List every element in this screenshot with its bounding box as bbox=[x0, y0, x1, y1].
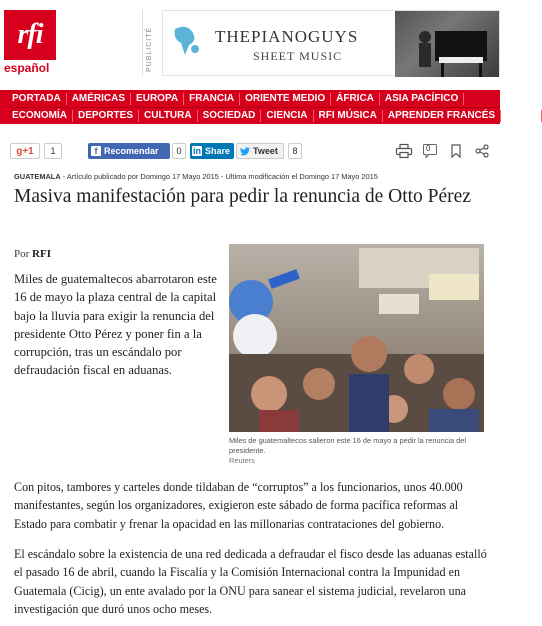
article-modified-date: Ultima modificación el Domingo 17 Mayo 2015 bbox=[225, 172, 378, 181]
comments-button[interactable] bbox=[422, 143, 438, 159]
ad-separator bbox=[142, 10, 143, 76]
ad-label: PUBLICITÉ bbox=[146, 26, 153, 72]
article-paragraph: Con pitos, tambores y carteles donde tildaban de “corruptos” a los funcionarios, unos 40.000 manifestantes, según los organizadores, exigieron este sábado de forma pacífica reformas al Estado para combatir y frenar la opacidad en las millonarias contrataciones del gobierno. bbox=[14, 480, 463, 531]
google-plus-count: 1 bbox=[44, 143, 62, 159]
nav-item-economia[interactable]: ECONOMÍA bbox=[8, 110, 73, 122]
nav-item-rfi-musica[interactable]: RFI MÚSICA bbox=[314, 110, 383, 122]
comments-count: 0 bbox=[426, 144, 431, 153]
twitter-tweet-button[interactable] bbox=[236, 143, 284, 159]
facebook-count: 0 bbox=[172, 143, 186, 159]
article-photo[interactable] bbox=[229, 244, 484, 432]
nav-item-francia[interactable]: FRANCIA bbox=[184, 93, 240, 105]
article-tools bbox=[396, 142, 490, 160]
nav-item-portada[interactable]: PORTADA bbox=[8, 93, 67, 105]
google-plus-button[interactable]: g+1 bbox=[10, 143, 40, 159]
twitter-bird-icon bbox=[240, 147, 250, 156]
ad-subtitle: SHEET MUSIC bbox=[253, 49, 343, 63]
article-published-date: Artículo publicado por Domingo 17 Mayo 2015 bbox=[66, 172, 219, 181]
protest-crowd-image bbox=[229, 244, 484, 432]
print-button[interactable] bbox=[396, 143, 412, 159]
share-network-icon bbox=[475, 144, 489, 158]
nav-item-oriente-medio[interactable]: ORIENTE MEDIO bbox=[240, 93, 331, 105]
twitter-label: Tweet bbox=[253, 146, 278, 156]
main-navigation bbox=[0, 90, 536, 124]
nav-item-sociedad[interactable]: SOCIEDAD bbox=[198, 110, 262, 122]
bookmark-button[interactable] bbox=[448, 143, 464, 159]
share-more-button[interactable] bbox=[474, 143, 490, 159]
nav-item-americas[interactable]: AMÉRICAS bbox=[67, 93, 131, 105]
nav-item-europa[interactable]: EUROPA bbox=[131, 93, 184, 105]
ad-piano-photo bbox=[395, 11, 499, 77]
article-metadata: GUATEMALA - Artículo publicado por Domingo 17 Mayo 2015 - Ultima modificación el Domingo 17 Mayo 2015 bbox=[14, 172, 378, 181]
rfi-logo-subtitle: español bbox=[4, 61, 50, 75]
article-section[interactable]: GUATEMALA bbox=[14, 172, 61, 181]
nav-item-cultura[interactable]: CULTURA bbox=[139, 110, 198, 122]
byline-prefix: Por bbox=[14, 248, 30, 260]
article-lede: Miles de guatemaltecos abarrotaron este 16 de mayo la plaza central de la capital bajo la lluvia para exigir la renuncia del presidente Otto Pérez y poner fin a la corrupción, tras un escándalo por defraudación fiscal en aduanas. bbox=[14, 272, 217, 378]
facebook-icon: f bbox=[91, 146, 101, 156]
piano-guys-logo-icon bbox=[167, 21, 207, 61]
twitter-count: 8 bbox=[288, 143, 302, 159]
rfi-logo-text: rfi bbox=[17, 19, 43, 50]
nav-row-secondary bbox=[8, 107, 536, 124]
rfi-logo-box bbox=[4, 10, 56, 60]
linkedin-icon: in bbox=[193, 146, 201, 156]
article-title: Masiva manifestación para pedir la renuncia de Otto Pérez bbox=[14, 186, 471, 207]
site-header bbox=[0, 0, 500, 88]
article-byline bbox=[14, 248, 51, 260]
article-paragraph: El escándalo sobre la existencia de una red dedicada a defraudar el fisco desde las aduanas estalló el pasado 16 de abril, cuando la Fiscalía y la Comisión Internacional contra la Impunidad en Guatemala (Cicig), un ente avalado por la ONU para sanear el sistema judicial, revelaron una investigación que duró unos ocho meses. bbox=[14, 547, 487, 617]
nav-item-aprender-frances[interactable]: APRENDER FRANCÉS bbox=[383, 110, 501, 122]
nav-row-primary bbox=[8, 90, 500, 107]
facebook-recommend-button[interactable] bbox=[88, 143, 170, 159]
rfi-logo[interactable] bbox=[4, 10, 56, 74]
ad-title: THEPIANOGUYS bbox=[215, 27, 359, 46]
nav-item-ciencia[interactable]: CIENCIA bbox=[261, 110, 313, 122]
share-bar bbox=[10, 140, 490, 162]
advertisement-banner[interactable] bbox=[162, 10, 500, 76]
nav-item-deportes[interactable]: DEPORTES bbox=[73, 110, 139, 122]
bookmark-icon bbox=[451, 144, 461, 158]
byline-author[interactable]: RFI bbox=[32, 248, 51, 260]
photo-credit: Reuters bbox=[229, 456, 255, 465]
printer-icon bbox=[396, 144, 412, 158]
nav-item-africa[interactable]: ÁFRICA bbox=[331, 93, 380, 105]
linkedin-label: Share bbox=[205, 146, 231, 156]
nav-item-programas[interactable]: PROG bbox=[501, 110, 541, 122]
linkedin-share-button[interactable] bbox=[190, 143, 234, 159]
nav-item-asia-pacifico[interactable]: ASIA PACÍFICO bbox=[380, 93, 464, 105]
facebook-label: Recomendar bbox=[104, 146, 159, 156]
photo-caption: Miles de guatemaltecos salieron este 16 de mayo a pedir la renuncia del presidente. bbox=[229, 436, 467, 455]
